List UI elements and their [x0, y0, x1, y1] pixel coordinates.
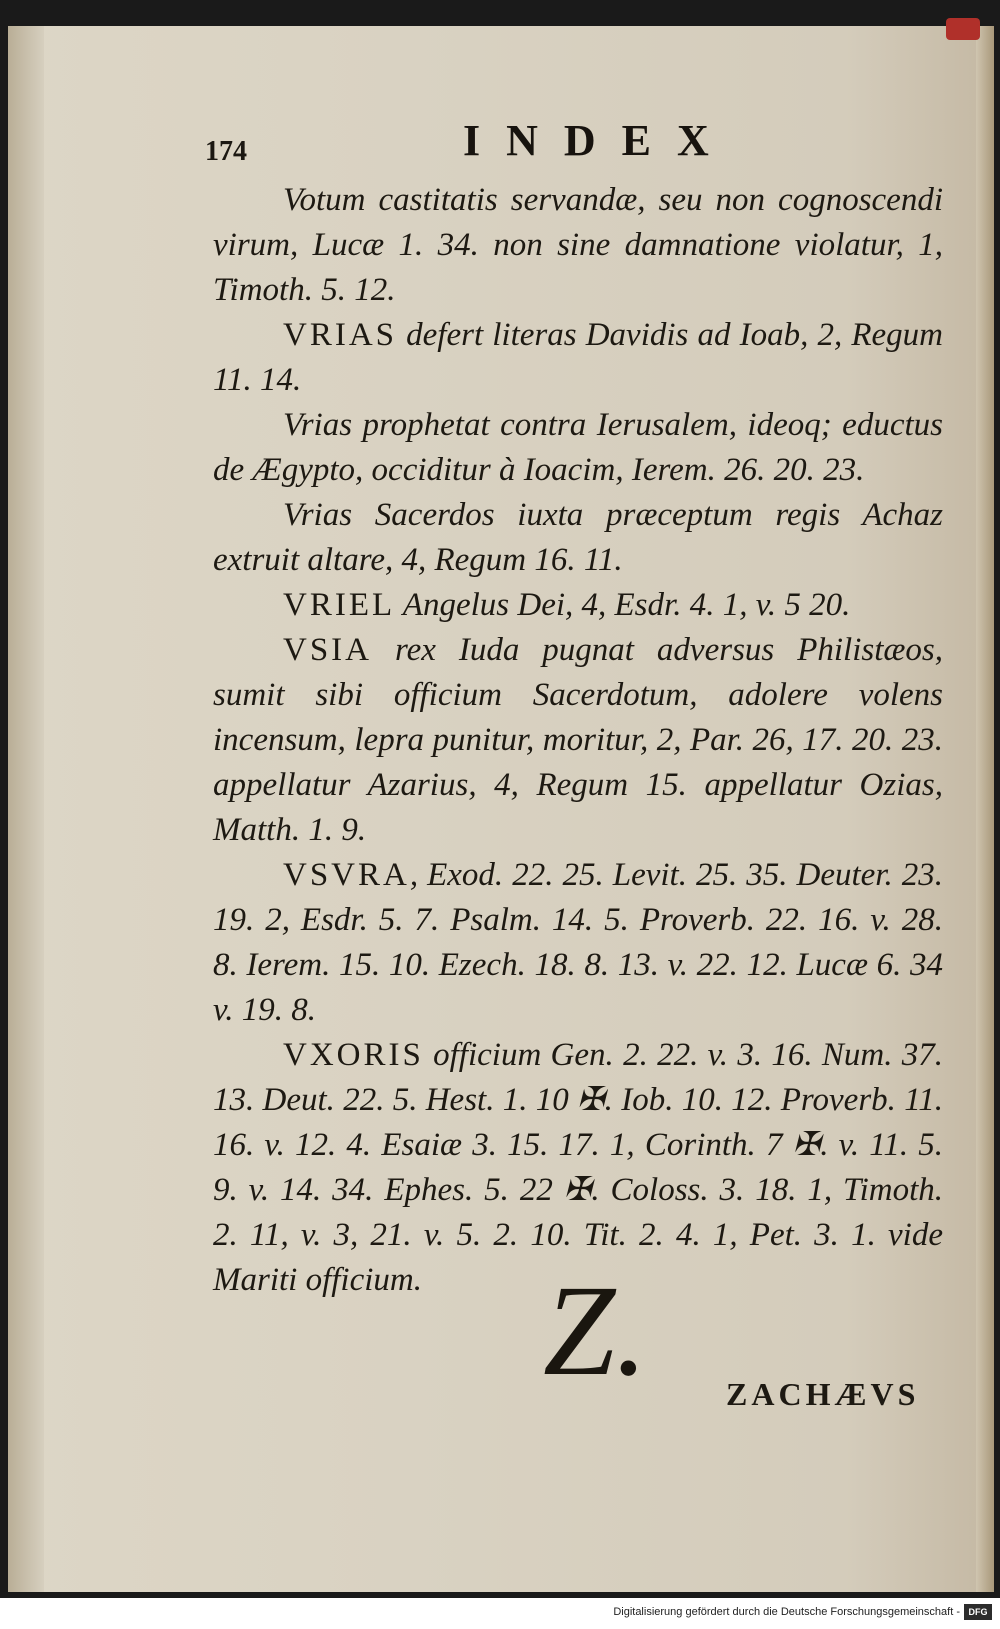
page-title: INDEX — [463, 116, 735, 165]
digitization-footer — [0, 1598, 1000, 1629]
page-gutter — [8, 26, 44, 1592]
index-entry: VXORIS officium Gen. 2. 22. v. 3. 16. Num. 37. 13. Deut. 22. 5. Hest. 1. 10 ✠. Iob. 10. 12. Proverb. 11. 16. v. 12. 4. Esaiæ 3. 15. 17. 1, Corinth. 7 ✠. v. 11. 5. 9. v. 14. 34. Ephes. 5. 22 ✠. Coloss. 3. 18. 1, Timoth. 2. 11, v. 3, 21. v. 5. 2. 10. Tit. 2. 4. 1, Pet. 3. 1. vide Mariti officium. — [213, 1037, 943, 1298]
book-page — [8, 26, 994, 1592]
index-entry: VRIAS defert literas Davidis ad Ioab, 2, Regum 11. 14. — [213, 317, 943, 398]
index-entry: Vrias Sacerdos iuxta præceptum regis Achaz extruit altare, 4, Regum 16. 11. — [213, 497, 943, 578]
page-edge — [976, 26, 994, 1592]
index-entry: VSVRA, Exod. 22. 25. Levit. 25. 35. Deuter. 23. 19. 2, Esdr. 5. 7. Psalm. 14. 5. Proverb. 22. 16. v. 28. 8. Ierem. 15. 10. Ezech. 18. 8. 13. v. 22. 12. Lucæ 6. 34 v. 19. 8. — [213, 857, 943, 1028]
index-entries — [213, 178, 943, 1303]
page-header — [8, 111, 994, 171]
index-entry: VSIA rex Iuda pugnat adversus Philistæos, sumit sibi officium Sacerdotum, adolere volens incensum, lepra punitur, moritur, 2, Par. 26, 17. 20. 23. appellatur Azarius, 4, Regum 15. appellatur Ozias, Matth. 1. 9. — [213, 632, 943, 848]
footer-credit: Digitalisierung gefördert durch die Deutsche Forschungsgemeinschaft - — [613, 1606, 960, 1618]
dfg-logo-icon: DFG — [964, 1604, 992, 1620]
index-entry: Vrias prophetat contra Ierusalem, ideoq; eductus de Ægypto, occiditur à Ioacim, Ierem. 26. 20. 23. — [213, 407, 943, 488]
section-letter: Z. — [543, 1259, 648, 1403]
red-corner-mark — [946, 18, 980, 40]
index-entry: Votum castitatis servandæ, seu non cognoscendi virum, Lucæ 1. 34. non sine damnatione violatur, 1, Timoth. 5. 12. — [213, 182, 943, 308]
index-entry: VRIEL Angelus Dei, 4, Esdr. 4. 1, v. 5 20. — [283, 587, 851, 623]
page-number: 174 — [205, 136, 247, 167]
catchword: ZACHÆVS — [726, 1376, 920, 1412]
